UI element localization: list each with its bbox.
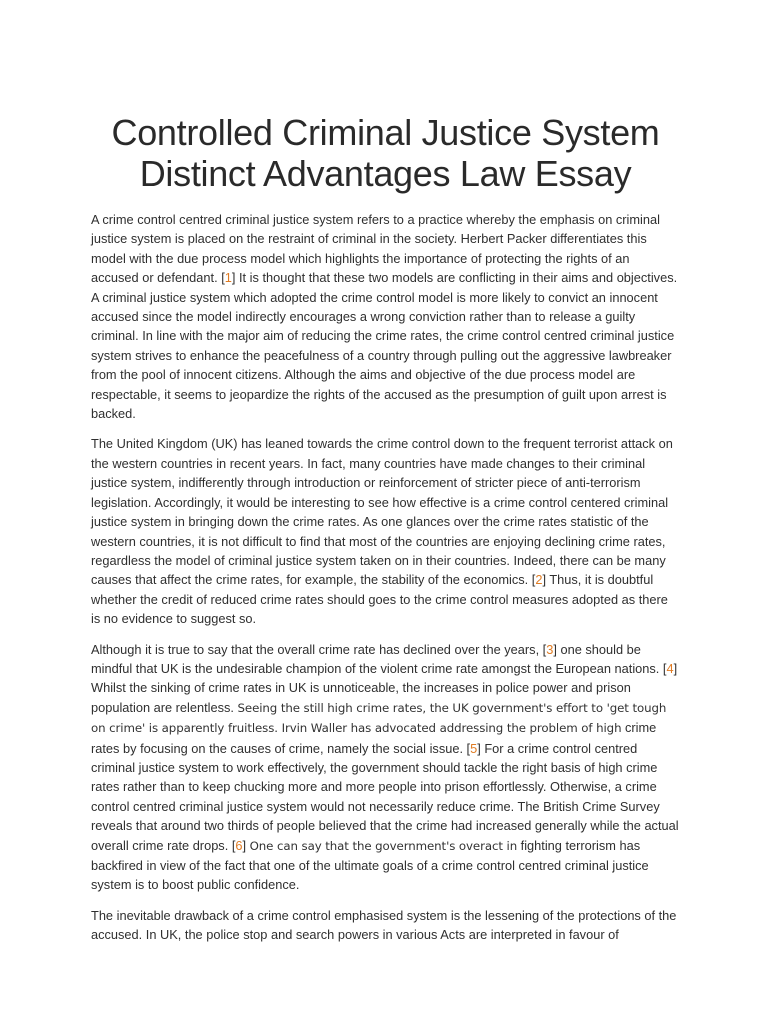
text-run: ] It is thought that these two models are conflicting in their aims and objectives. A criminal justice system which adopted the crime control model is more likely to convict an innocent accused since the model indirectly encourages a wrong conviction rather than to release a guilty criminal. In line with the major aim of reducing the crime rates, the crime control centred criminal justice system strives to enhance the peacefulness of a country through pulling out the aggressive lawbreaker from the pool of innocent citizens. Although the aims and objective of the due process model are respectable, it seems to jeopardize the rights of the accused as the presumption of guilt upon arrest is backed. [91,270,678,422]
essay-body [91,210,680,945]
footnote-ref-5[interactable]: 5 [470,740,478,756]
text-run: ] Thus, it is doubtful whether the credit of reduced crime rates should goes to the crime control measures adopted as there is no evidence to suggest so. [91,572,668,627]
text-run: ] For a crime control centred criminal justice system to work effectively, the government should tackle the right basis of high crime rates rather than to keep chucking more and more people into prison effortlessly. Otherwise, a crime control centred criminal justice system would not necessarily reduce crime. The British Crime Survey reveals that around two thirds of people believed that the crime had increased generally while the actual overall crime rate drops. [ [91,740,679,853]
text-run: The United Kingdom (UK) has leaned towards the crime control down to the frequent terrorist attack on the western countries in recent years. In fact, many countries have made changes to their criminal justice system, indifferently through introduction or reinforcement of stricter piece of anti-terrorism legislation. Accordingly, it would be interesting to see how effective is a crime control centered criminal justice system in bringing down the crime rates. As one glances over the crime rates statistic of the western countries, it is not difficult to find that most of the countries are enjoying declining crime rates, regardless the model of criminal justice system taken on in their countries. Indeed, there can be many causes that affect the crime rates, for example, the stability of the economics. [ [91,436,673,588]
text-run: ] [242,837,250,853]
text-run: fighting terrorism has backfired in view of the fact that one of the ultimate goals of a crime control centred criminal justice system is to boost public confidence. [91,837,649,893]
text-run: Although it is true to say that the overall crime rate has declined over the years, [ [91,641,547,657]
paragraph-4 [91,906,680,945]
footnote-ref-4[interactable]: 4 [666,660,674,676]
title-line-2: Distinct Advantages Law Essay [139,153,632,194]
text-run: A crime control centred criminal justice system refers to a practice whereby the emphasis on criminal justice system is placed on the restraint of criminal in the society. Herbert Packer differentiates this model with the due process model which highlights the importance of protecting the rights of an accused or defendant. [ [91,212,660,286]
paragraph-2 [91,434,680,628]
text-run-alt-font: One can say that the government's overact in [249,838,518,853]
text-run: ] one should be mindful that UK is the undesirable champion of the violent crime rate amongst the European nations. [ [91,641,667,676]
paragraph-1 [91,210,680,423]
text-run: crime rates by focusing on the causes of crime, namely the social issue. [ [91,720,657,756]
paragraph-3 [91,640,680,895]
footnote-ref-1[interactable]: 1 [224,270,232,286]
footnote-ref-6[interactable]: 6 [235,837,243,853]
text-run: The inevitable drawback of a crime control emphasised system is the lessening of the protections of the accused. In UK, the police stop and search powers in various Acts are interpreted in favour of [91,907,677,943]
page-title [91,0,680,194]
footnote-ref-3[interactable]: 3 [546,641,554,657]
text-run-alt-font: Seeing the still high crime rates, the UK government's effort to 'get tough on crime' is apparently fruitless. Irvin Waller has advocated addressing the problem of high [91,700,667,736]
title-line-1: Controlled Criminal Justice System [111,112,660,153]
footnote-ref-2[interactable]: 2 [535,572,543,588]
text-run: ] Whilst the sinking of crime rates in UK is unnoticeable, the increases in police power and prison population are relentless. [91,660,678,715]
